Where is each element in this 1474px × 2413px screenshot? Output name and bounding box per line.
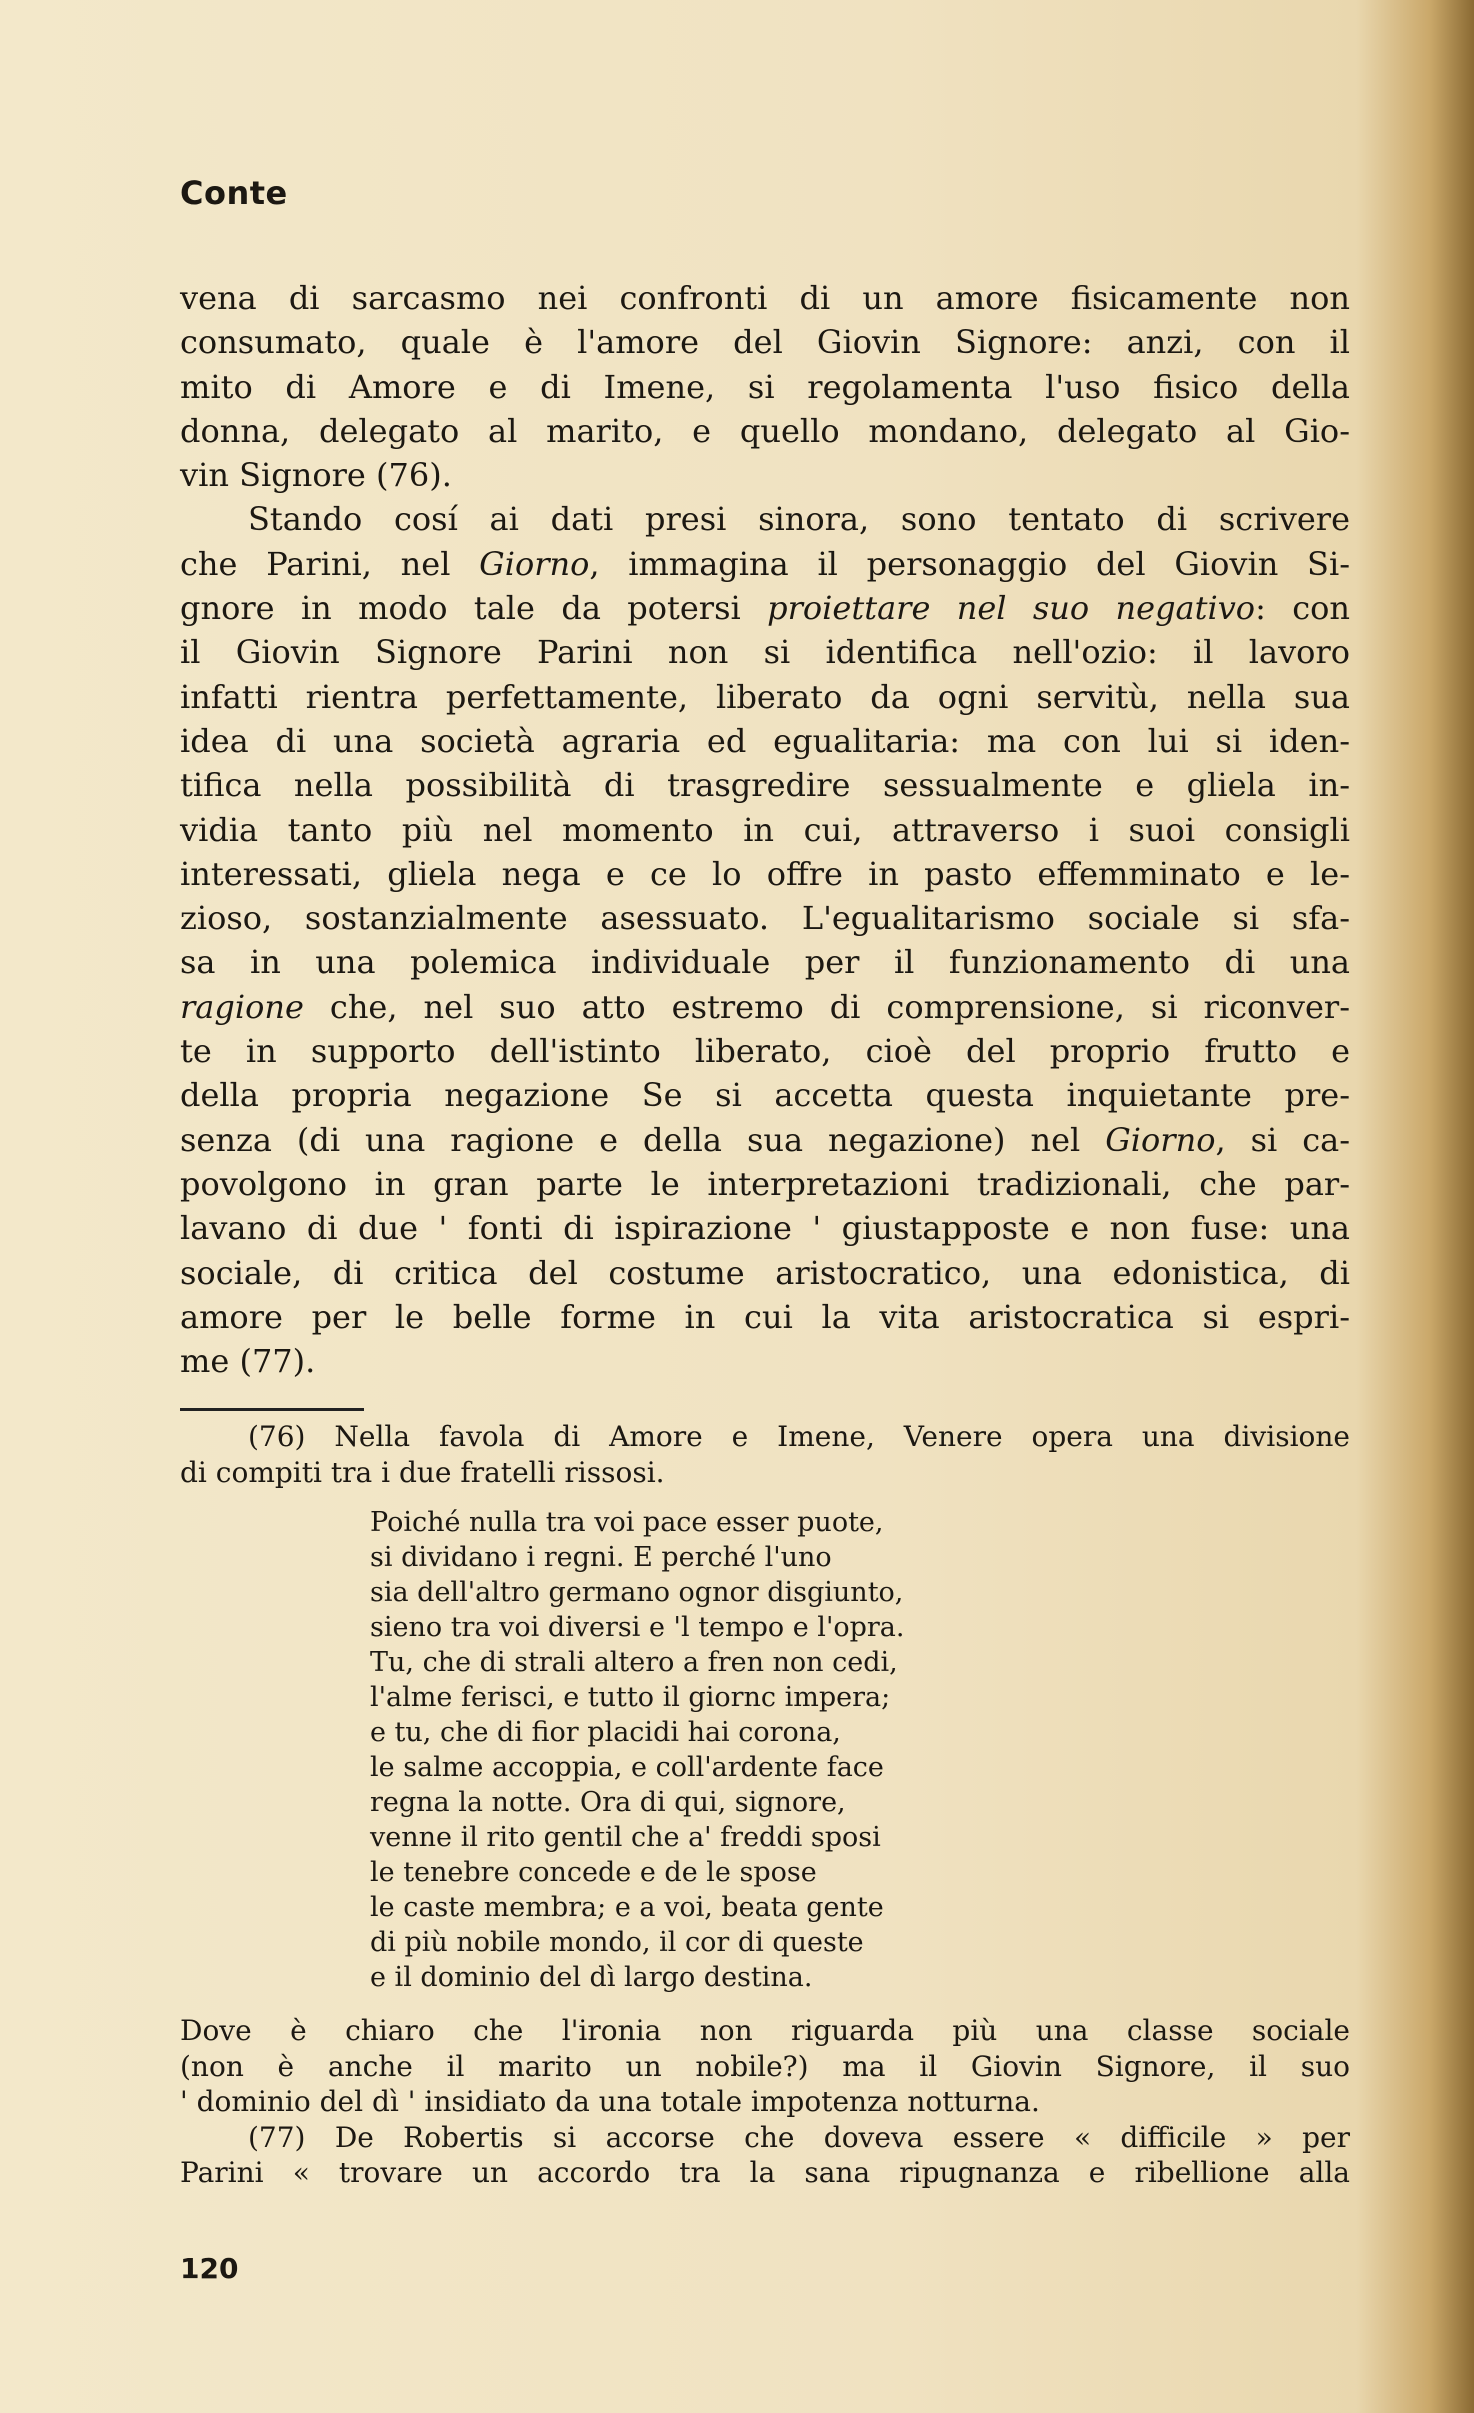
footnote-line: di compiti tra i due fratelli rissosi. [180,1455,665,1489]
text-line: consumato, quale è l'amore del Giovin Signore: anzi, con il [180,323,1350,362]
verse-line: sieno tra voi diversi e 'l tempo e l'opra. [370,1612,905,1643]
text-line: te in supporto dell'istinto liberato, cioè del proprio frutto e [180,1032,1350,1071]
footnote-line: Dove è chiaro che l'ironia non riguarda più una classe sociale [180,2014,1350,2047]
text-line: della propria negazione Se si accetta questa inquietante pre- [180,1076,1350,1115]
verse-line: Tu, che di strali altero a fren non cedi, [370,1647,898,1678]
footnote-continuation [180,2013,1350,2191]
text-line: che Parini, nel Giorno, immagina il personaggio del Giovin Si- [180,544,1351,583]
text-line: me (77). [180,1342,316,1381]
footnote-separator [180,1408,364,1411]
text-line: il Giovin Signore Parini non si identifica nell'ozio: il lavoro [180,633,1350,672]
verse-line: e tu, che di fior placidi hai corona, [370,1717,841,1748]
page-number: 120 [180,2252,239,2285]
text-line: interessati, gliela nega e ce lo offre in pasto effemminato e le- [180,854,1350,893]
text-line: idea di una società agraria ed egualitaria: ma con lui si iden- [180,721,1350,760]
footnote-77-line: Parini « trovare un accordo tra la sana ripugnanza e ribellione alla [180,2156,1350,2189]
text-line: Stando cosí ai dati presi sinora, sono tentato di scrivere [248,500,1350,539]
footnote-line: (non è anche il marito un nobile?) ma il Giovin Signore, il suo [180,2049,1350,2083]
text-line: donna, delegato al marito, e quello mondano, delegato al Gio- [180,411,1350,450]
text-line: tifica nella possibilità di trasgredire sessualmente e gliela in- [180,766,1350,805]
verse-line: le salme accoppia, e coll'ardente face [370,1752,884,1783]
text-line: vidia tanto più nel momento in cui, attraverso i suoi consigli [180,810,1350,849]
footnote-76 [180,1419,1350,1490]
footnote-line: ' dominio del dì ' insidiato da una totale impotenza notturna. [180,2085,1040,2118]
text-line: mito di Amore e di Imene, si regolamenta l'uso fisico della [180,367,1350,406]
running-header: Conte [180,174,288,212]
text-line: senza (di una ragione e della sua negazione) nel Giorno, si ca- [180,1120,1351,1159]
text-line: sa in una polemica individuale per il funzionamento di una [180,943,1350,982]
text-line: vena di sarcasmo nei confronti di un amore fisicamente non [180,279,1350,317]
verse-line: l'alme ferisci, e tutto il giornc impera; [370,1682,891,1713]
verse-line: venne il rito gentil che a' freddi sposi [370,1822,881,1853]
verse-line: le caste membra; e a voi, beata gente [370,1892,884,1923]
main-text [180,276,1350,1383]
text-line: amore per le belle forme in cui la vita aristocratica si espri- [180,1297,1350,1336]
text-line: infatti rientra perfettamente, liberato da ogni servitù, nella sua [180,677,1350,716]
text-line: gnore in modo tale da potersi proiettare nel suo negativo: con [180,589,1351,628]
text-line: lavano di due ' fonti di ispirazione ' giustapposte e non fuse: una [180,1209,1350,1248]
text-line: vin Signore (76). [180,456,452,495]
footnote-verse-quote [370,1505,905,1995]
verse-line: Poiché nulla tra voi pace esser puote, [370,1507,884,1538]
text-line: zioso, sostanzialmente asessuato. L'egualitarismo sociale si sfa- [180,899,1350,938]
text-line: ragione che, nel suo atto estremo di comprensione, si riconver- [180,987,1350,1026]
footnote-77-line: (77) De Robertis si accorse che doveva essere « difficile » per [248,2120,1350,2154]
verse-line: sia dell'altro germano ognor disgiunto, [370,1577,904,1608]
verse-line: e il dominio del dì largo destina. [370,1962,813,1993]
verse-line: si dividano i regni. E perché l'uno [370,1542,832,1573]
text-line: sociale, di critica del costume aristocratico, una edonistica, di [180,1253,1350,1292]
verse-line: di più nobile mondo, il cor di queste [370,1927,864,1958]
footnote-line: (76) Nella favola di Amore e Imene, Venere opera una divisione [248,1420,1350,1453]
text-line: povolgono in gran parte le interpretazioni tradizionali, che par- [180,1164,1350,1203]
verse-line: regna la notte. Ora di qui, signore, [370,1787,846,1818]
verse-line: le tenebre concede e de le spose [370,1857,817,1888]
